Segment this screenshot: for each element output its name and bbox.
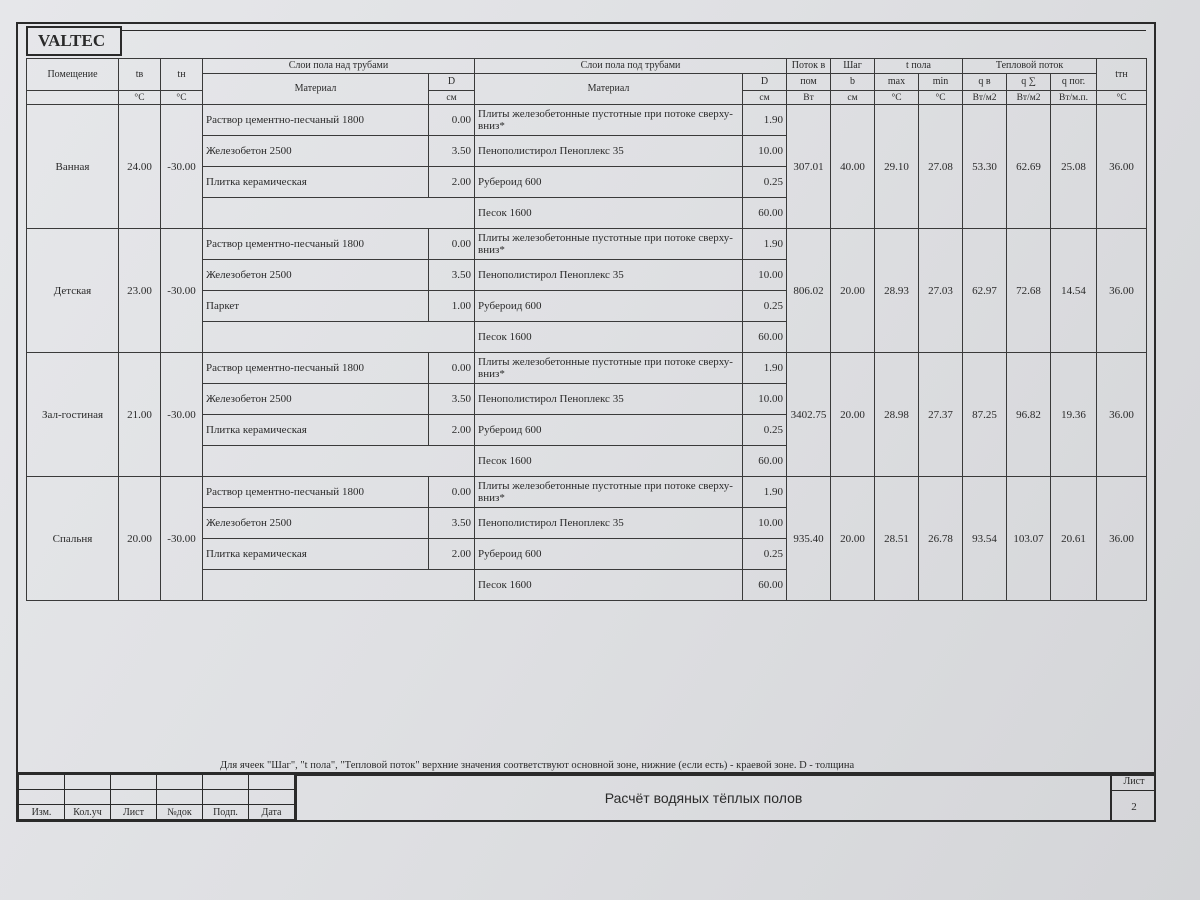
over-empty	[203, 446, 475, 477]
room-ttn: 36.00	[1097, 229, 1147, 353]
over-material: Плитка керамическая	[203, 539, 429, 570]
room-tv: 21.00	[119, 353, 161, 477]
under-material: Плиты железобетонные пустотные при потоке сверху-вниз*	[475, 477, 743, 508]
stamp-label: №док	[157, 805, 203, 820]
room-qpog: 14.54	[1051, 229, 1097, 353]
under-thickness: 10.00	[743, 260, 787, 291]
col-over-material: Материал	[203, 74, 429, 105]
footnote: Для ячеек "Шаг", "t пола", "Тепловой поток" верхние значения соответствуют основной зоне, нижние (если есть) - краевой зоне. D - толщина	[220, 760, 855, 771]
under-thickness: 60.00	[743, 322, 787, 353]
unit-tmin: °С	[919, 91, 963, 105]
room-flow: 3402.75	[787, 353, 831, 477]
col-under-material: Материал	[475, 74, 743, 105]
room-tn: -30.00	[161, 229, 203, 353]
col-tmin: min	[919, 74, 963, 91]
col-tfloor: t пола	[875, 59, 963, 74]
room-flow: 935.40	[787, 477, 831, 601]
over-thickness: 2.00	[429, 415, 475, 446]
under-material: Пенополистирол Пеноплекс 35	[475, 260, 743, 291]
under-thickness: 60.00	[743, 570, 787, 601]
under-material: Пенополистирол Пеноплекс 35	[475, 384, 743, 415]
under-material: Песок 1600	[475, 322, 743, 353]
room-tmin: 27.08	[919, 105, 963, 229]
under-thickness: 1.90	[743, 477, 787, 508]
under-thickness: 10.00	[743, 136, 787, 167]
stamp-label: Изм.	[19, 805, 65, 820]
over-thickness: 3.50	[429, 508, 475, 539]
under-material: Пенополистирол Пеноплекс 35	[475, 508, 743, 539]
over-thickness: 0.00	[429, 353, 475, 384]
room-qsum: 103.07	[1007, 477, 1051, 601]
over-thickness: 3.50	[429, 384, 475, 415]
room-tv: 24.00	[119, 105, 161, 229]
room-qv: 62.97	[963, 229, 1007, 353]
col-tn: tн	[161, 59, 203, 91]
col-tmax: max	[875, 74, 919, 91]
stamp-label: Подп.	[203, 805, 249, 820]
room-qv: 93.54	[963, 477, 1007, 601]
over-thickness: 3.50	[429, 136, 475, 167]
room-tmax: 28.51	[875, 477, 919, 601]
col-flow-b: пом	[787, 74, 831, 91]
room-tv: 23.00	[119, 229, 161, 353]
under-material: Плиты железобетонные пустотные при потоке сверху-вниз*	[475, 105, 743, 136]
under-thickness: 0.25	[743, 539, 787, 570]
stamp-label: Кол.уч	[65, 805, 111, 820]
over-material: Плитка керамическая	[203, 167, 429, 198]
room-tn: -30.00	[161, 105, 203, 229]
under-material: Рубероид 600	[475, 539, 743, 570]
over-thickness: 0.00	[429, 229, 475, 260]
over-material: Раствор цементно-песчаный 1800	[203, 105, 429, 136]
room-qpog: 20.61	[1051, 477, 1097, 601]
unit-qpog: Вт/м.п.	[1051, 91, 1097, 105]
table-header	[27, 59, 1147, 105]
under-material: Рубероид 600	[475, 415, 743, 446]
over-thickness: 1.00	[429, 291, 475, 322]
under-thickness: 0.25	[743, 291, 787, 322]
sheet-label: Лист	[1112, 776, 1156, 791]
over-empty	[203, 570, 475, 601]
unit-qv: Вт/м2	[963, 91, 1007, 105]
room-qsum: 62.69	[1007, 105, 1051, 229]
room-ttn: 36.00	[1097, 353, 1147, 477]
stamp-label: Лист	[111, 805, 157, 820]
over-thickness: 0.00	[429, 105, 475, 136]
heating-calc-table	[26, 58, 1147, 601]
unit-ttn: °С	[1097, 91, 1147, 105]
col-tv: tв	[119, 59, 161, 91]
room-name: Зал-гостиная	[27, 353, 119, 477]
over-thickness: 3.50	[429, 260, 475, 291]
col-over-layers: Слои пола над трубами	[203, 59, 475, 74]
room-qsum: 72.68	[1007, 229, 1051, 353]
room-tn: -30.00	[161, 353, 203, 477]
room-tmax: 28.98	[875, 353, 919, 477]
unit-tv: °С	[119, 91, 161, 105]
room-qsum: 96.82	[1007, 353, 1051, 477]
document-title: Расчёт водяных тёплых полов	[295, 774, 1110, 820]
room-ttn: 36.00	[1097, 105, 1147, 229]
room-qv: 53.30	[963, 105, 1007, 229]
room-qpog: 19.36	[1051, 353, 1097, 477]
room-qpog: 25.08	[1051, 105, 1097, 229]
unit-room	[27, 91, 119, 105]
room-ttn: 36.00	[1097, 477, 1147, 601]
over-material: Железобетон 2500	[203, 260, 429, 291]
over-thickness: 2.00	[429, 539, 475, 570]
table-row	[27, 477, 1147, 508]
under-material: Рубероид 600	[475, 167, 743, 198]
under-material: Пенополистирол Пеноплекс 35	[475, 136, 743, 167]
under-thickness: 10.00	[743, 384, 787, 415]
unit-under-d: см	[743, 91, 787, 105]
stamp-label: Дата	[249, 805, 295, 820]
over-material: Железобетон 2500	[203, 384, 429, 415]
table-body	[27, 105, 1147, 601]
under-material: Песок 1600	[475, 198, 743, 229]
room-tmax: 29.10	[875, 105, 919, 229]
room-tmin: 27.03	[919, 229, 963, 353]
over-material: Плитка керамическая	[203, 415, 429, 446]
unit-qsum: Вт/м2	[1007, 91, 1051, 105]
col-under-layers: Слои пола под трубами	[475, 59, 787, 74]
over-material: Железобетон 2500	[203, 508, 429, 539]
sheet-number: 2	[1131, 801, 1137, 813]
col-ttn: tтн	[1097, 59, 1147, 91]
room-step: 20.00	[831, 353, 875, 477]
col-flow: Поток в	[787, 59, 831, 74]
over-thickness: 2.00	[429, 167, 475, 198]
under-material: Плиты железобетонные пустотные при потоке сверху-вниз*	[475, 353, 743, 384]
under-thickness: 1.90	[743, 229, 787, 260]
room-name: Детская	[27, 229, 119, 353]
over-material: Раствор цементно-песчаный 1800	[203, 477, 429, 508]
unit-tn: °С	[161, 91, 203, 105]
unit-step: см	[831, 91, 875, 105]
over-thickness: 0.00	[429, 477, 475, 508]
over-material: Паркет	[203, 291, 429, 322]
room-tmax: 28.93	[875, 229, 919, 353]
under-thickness: 1.90	[743, 105, 787, 136]
col-over-d: D	[429, 74, 475, 91]
sheet-number-box	[1110, 774, 1156, 820]
col-step: Шаг	[831, 59, 875, 74]
room-flow: 806.02	[787, 229, 831, 353]
room-tmin: 27.37	[919, 353, 963, 477]
unit-flow: Вт	[787, 91, 831, 105]
col-under-d: D	[743, 74, 787, 91]
over-empty	[203, 198, 475, 229]
col-qsum: q ∑	[1007, 74, 1051, 91]
room-step: 20.00	[831, 229, 875, 353]
under-thickness: 1.90	[743, 353, 787, 384]
under-material: Плиты железобетонные пустотные при потоке сверху-вниз*	[475, 229, 743, 260]
under-thickness: 10.00	[743, 508, 787, 539]
col-qpog: q пог.	[1051, 74, 1097, 91]
frame-divider	[122, 30, 1146, 31]
under-material: Песок 1600	[475, 570, 743, 601]
room-qv: 87.25	[963, 353, 1007, 477]
over-empty	[203, 322, 475, 353]
title-block-grid	[18, 774, 295, 820]
room-tmin: 26.78	[919, 477, 963, 601]
col-step-b: b	[831, 74, 875, 91]
room-name: Спальня	[27, 477, 119, 601]
under-thickness: 60.00	[743, 198, 787, 229]
brand-logo: VALTEC	[26, 26, 122, 56]
under-thickness: 0.25	[743, 167, 787, 198]
room-step: 40.00	[831, 105, 875, 229]
under-material: Рубероид 600	[475, 291, 743, 322]
room-tv: 20.00	[119, 477, 161, 601]
room-tn: -30.00	[161, 477, 203, 601]
col-room: Помещение	[27, 59, 119, 91]
table-row	[27, 353, 1147, 384]
under-thickness: 60.00	[743, 446, 787, 477]
table-row	[27, 229, 1147, 260]
under-thickness: 0.25	[743, 415, 787, 446]
unit-tmax: °С	[875, 91, 919, 105]
room-flow: 307.01	[787, 105, 831, 229]
room-name: Ванная	[27, 105, 119, 229]
room-step: 20.00	[831, 477, 875, 601]
col-heat-flow: Тепловой поток	[963, 59, 1097, 74]
unit-over-d: см	[429, 91, 475, 105]
over-material: Раствор цементно-песчаный 1800	[203, 229, 429, 260]
over-material: Раствор цементно-песчаный 1800	[203, 353, 429, 384]
table-row	[27, 105, 1147, 136]
under-material: Песок 1600	[475, 446, 743, 477]
over-material: Железобетон 2500	[203, 136, 429, 167]
col-qv: q в	[963, 74, 1007, 91]
